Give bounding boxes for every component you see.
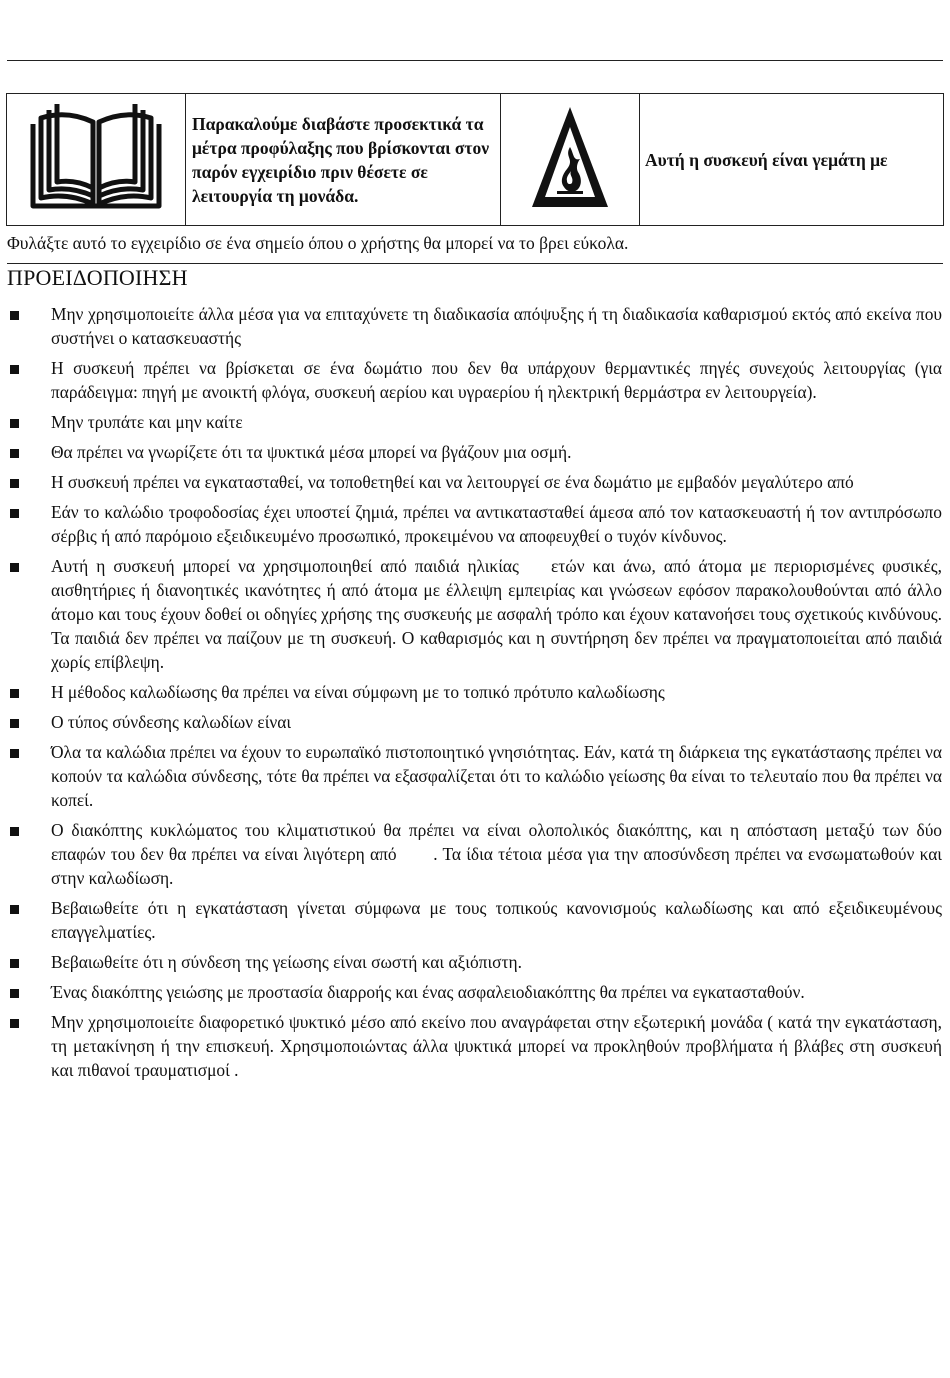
flammable-icon-cell [501,94,640,226]
list-item: Μην τρυπάτε και μην καίτε [6,410,942,434]
bullet-icon [10,1019,19,1028]
top-rule [7,60,943,61]
bullet-icon [10,563,19,572]
flammable-text: Αυτή η συσκευή είναι γεμάτη με [645,149,888,170]
safety-notice-box [6,93,944,226]
list-item: Η μέθοδος καλωδίωσης θα πρέπει να είναι σύμφωνη με το τοπικό πρότυπο καλωδίωσης [6,680,942,704]
flammable-text-cell [640,94,944,226]
list-item: Ο διακόπτης κυκλώματος του κλιματιστικού θα πρέπει να είναι ολοπολικός διακόπτης, και η απόσταση μεταξύ των δύο επαφών του δεν θα πρέπει να είναι λιγότερη από . Τα ίδια τέτοια μέσα για την αποσύνδεση πρέπει να ενσωματωθούν και στην καλωδίωση. [6,818,942,890]
bullet-icon [10,419,19,428]
warning-heading: ΠΡΟΕΙΔΟΠΟΙΗΣΗ [7,265,188,290]
list-item: Ένας διακόπτης γειώσης με προστασία διαρροής και ένας ασφαλειοδιακόπτης θα πρέπει να εγκατασταθούν. [6,980,942,1004]
list-item: Μην χρησιμοποιείτε διαφορετικό ψυκτικό μέσο από εκείνο που αναγράφεται στην εξωτερική μονάδα ( κατά την εγκατάσταση, τη μετακίνηση ή την επισκευή. Χρησιμοποιώντας άλλα ψυκτικά μπορεί να προκληθούν προβλήματα ή βλάβες στη συσκευή και πιθανοί τραυματισμοί . [6,1010,942,1082]
list-item: Εάν το καλώδιο τροφοδοσίας έχει υποστεί ζημιά, πρέπει να αντικατασταθεί άμεσα από τον κατασκευαστή ή τον αντιπρόσωπο σέρβις ή από παρόμοιο εξειδικευμένο προσωπικό, προκειμένου να αποφευχθεί ο τυχόν κίνδυνος. [6,500,942,548]
list-item: Βεβαιωθείτε ότι η εγκατάσταση γίνεται σύμφωνα με τους τοπικούς κανονισμούς καλωδίωσης και από εξειδικευμένους επαγγελματίες. [6,896,942,944]
keep-manual-note: Φυλάξτε αυτό το εγχειρίδιο σε ένα σημείο όπου ο χρήστης θα μπορεί να το βρει εύκολα. [7,233,629,253]
bullet-icon [10,509,19,518]
bullet-icon [10,311,19,320]
list-item: Η συσκευή πρέπει να εγκατασταθεί, να τοποθετηθεί και να λειτουργεί σε ένα δωμάτιο με εμβαδόν μεγαλύτερο από [6,470,942,494]
bullet-icon [10,689,19,698]
read-manual-cell [186,94,501,226]
list-item: Ο τύπος σύνδεσης καλωδίων είναι [6,710,942,734]
bullet-icon [10,719,19,728]
read-manual-text: Παρακαλούμε διαβάστε προσεκτικά τα μέτρα προφύλαξης που βρίσκονται στον παρόν εγχειρίδιο πριν θέσετε σε λειτουργία τη μονάδα. [192,113,490,206]
bullet-icon [10,827,19,836]
bullet-icon [10,749,19,758]
bullet-icon [10,989,19,998]
heading-rule [7,263,943,264]
warning-list [6,302,947,1088]
list-item: Θα πρέπει να γνωρίζετε ότι τα ψυκτικά μέσα μπορεί να βγάζουν μια οσμή. [6,440,942,464]
list-item: Αυτή η συσκευή μπορεί να χρησιμοποιηθεί από παιδιά ηλικίας ετών και άνω, από άτομα με περιορισμένες φυσικές, αισθητήριες ή διανοητικές ικανότητες ή από άτομα με έλλειψη εμπειρίας και γνώσεων εφόσον παρακολουθούνται από άλλο άτομο και τους έχουν δοθεί οι οδηγίες χρήσης της συσκευής με ασφαλή τρόπο και έχουν κατανοήσει τους σχετικούς κινδύνους. Τα παιδιά δεν πρέπει να παίζουν με τη συσκευή. Ο καθαρισμός και η συντήρηση δεν πρέπει να πραγματοποιείται από παιδιά χωρίς επίβλεψη. [6,554,942,674]
list-item: Όλα τα καλώδια πρέπει να έχουν το ευρωπαϊκό πιστοποιητικό γνησιότητας. Εάν, κατά τη διάρκεια της εγκατάστασης πρέπει να κοπούν τα καλώδια σύνδεσης, τότε θα πρέπει να εξασφαλίζεται ότι το καλώδιο γείωσης θα είναι το τελευταίο που θα πρέπει να κοπεί. [6,740,942,812]
list-item: Μην χρησιμοποιείτε άλλα μέσα για να επιταχύνετε τη διαδικασία απόψυξης ή τη διαδικασία καθαρισμού εκτός από εκείνα που συστήνει ο κατασκευαστής [6,302,942,350]
bullet-icon [10,449,19,458]
bullet-icon [10,365,19,374]
list-item: Βεβαιωθείτε ότι η σύνδεση της γείωσης είναι σωστή και αξιόπιστη. [6,950,942,974]
book-icon-cell [7,94,186,226]
bullet-icon [10,959,19,968]
bullet-icon [10,905,19,914]
flammable-warning-icon [529,103,611,211]
list-item: Η συσκευή πρέπει να βρίσκεται σε ένα δωμάτιο που δεν θα υπάρχουν θερμαντικές πηγές συνεχούς λειτουργίας (για παράδειγμα: πηγή με ανοικτή φλόγα, συσκευή αερίου και υγραερίου ή ηλεκτρική θερμάστρα εν λειτουργεία). [6,356,942,404]
bullet-icon [10,479,19,488]
book-icon [29,100,163,214]
